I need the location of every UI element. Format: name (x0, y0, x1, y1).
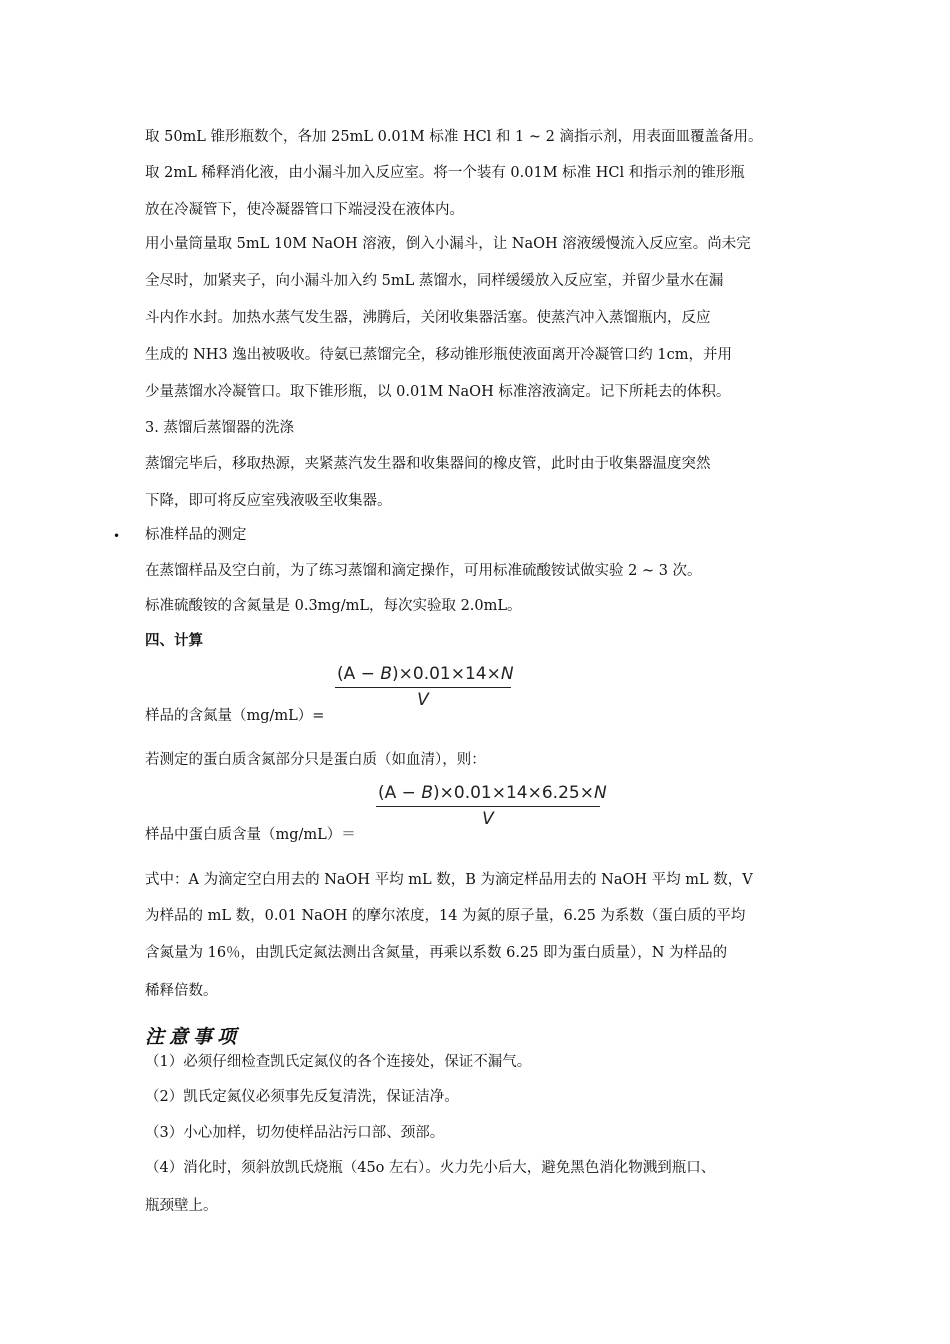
text-line: 含氮量为 16％，由凯氏定氮法测出含氮量，再乘以系数 6.25 即为蛋白质量），N 为样品的 (145, 945, 728, 961)
section-heading: 3. 蒸馏后蒸馏器的洗涤 (145, 420, 294, 436)
text-line: 取 2mL 稀释消化液，由小漏斗加入反应室。将一个装有 0.01M 标准 HCl 和指示剂的锥形瓶 (145, 165, 745, 181)
bullet-icon: • (113, 529, 121, 543)
text-line: 斗内作水封。加热水蒸气发生器，沸腾后，关闭收集器活塞。使蒸汽冲入蒸馏瓶内，反应 (145, 310, 711, 326)
text-line: 全尽时，加紧夹子，向小漏斗加入约 5mL 蒸馏水，同样缓缓放入反应室，并留少量水在漏 (145, 273, 724, 289)
notice-item: （1）必须仔细检查凯氏定氮仪的各个连接处，保证不漏气。 (145, 1054, 532, 1070)
notice-item: （4）消化时，须斜放凯氏烧瓶（45o 左右）。火力先小后大，避免黑色消化物溅到瓶口、 (145, 1160, 716, 1176)
formula-denominator: V (417, 690, 429, 710)
notice-item: 瓶颈壁上。 (145, 1198, 218, 1214)
text-line: 取 50mL 锥形瓶数个，各加 25mL 0.01M 标准 HCl 和 1 ~ 2 滴指示剂，用表面皿覆盖备用。 (145, 129, 763, 145)
text-line: 式中：A 为滴定空白用去的 NaOH 平均 mL 数，B 为滴定样品用去的 NaOH 平均 mL 数，V (145, 872, 753, 888)
list-item-heading: 标准样品的测定 (145, 527, 247, 543)
text-line: 用小量筒量取 5mL 10M NaOH 溶液，倒入小漏斗，让 NaOH 溶液缓慢流入反应室。尚未完 (145, 236, 751, 252)
text-line: 标准硫酸铵的含氮量是 0.3mg/mL，每次实验取 2.0mL。 (145, 598, 522, 614)
formula-label: 样品的含氮量（mg/mL）= (145, 708, 325, 724)
text-line: 少量蒸馏水冷凝管口。取下锥形瓶，以 0.01M NaOH 标准溶液滴定。记下所耗去的体积。 (145, 384, 731, 400)
formula-numerator: (A − B)×0.01×14×6.25×N (378, 783, 607, 803)
formula-denominator: V (482, 809, 494, 829)
text-line: 下降，即可将反应室残液吸至收集器。 (145, 493, 392, 509)
formula-label: 样品中蛋白质含量（mg/mL）＝ (145, 827, 356, 843)
section-title-calculation: 四、计算 (145, 632, 203, 649)
notice-title: 注意事项 (145, 1026, 242, 1048)
protein-formula (376, 781, 607, 831)
notice-item: （3）小心加样，切勿使样品沾污口部、颈部。 (145, 1125, 445, 1141)
text-line: 生成的 NH3 逸出被吸收。待氨已蒸馏完全，移动锥形瓶使液面离开冷凝管口约 1cm，并用 (145, 347, 732, 363)
text-line: 稀释倍数。 (145, 983, 218, 999)
text-line: 若测定的蛋白质含氮部分只是蛋白质（如血清），则： (145, 752, 486, 768)
text-line: 蒸馏完毕后，移取热源，夹紧蒸汽发生器和收集器间的橡皮管，此时由于收集器温度突然 (145, 456, 711, 472)
text-line: 放在冷凝管下，使冷凝器管口下端浸没在液体内。 (145, 202, 464, 218)
text-line: 为样品的 mL 数，0.01 NaOH 的摩尔浓度，14 为氮的原子量，6.25 为系数（蛋白质的平均 (145, 908, 746, 924)
text-line: 在蒸馏样品及空白前，为了练习蒸馏和滴定操作，可用标准硫酸铵试做实验 2 ~ 3 次。 (145, 563, 702, 579)
notice-item: （2）凯氏定氮仪必须事先反复清洗，保证洁净。 (145, 1089, 459, 1105)
nitrogen-formula (335, 662, 514, 712)
formula-numerator: (A − B)×0.01×14×N (337, 664, 514, 684)
